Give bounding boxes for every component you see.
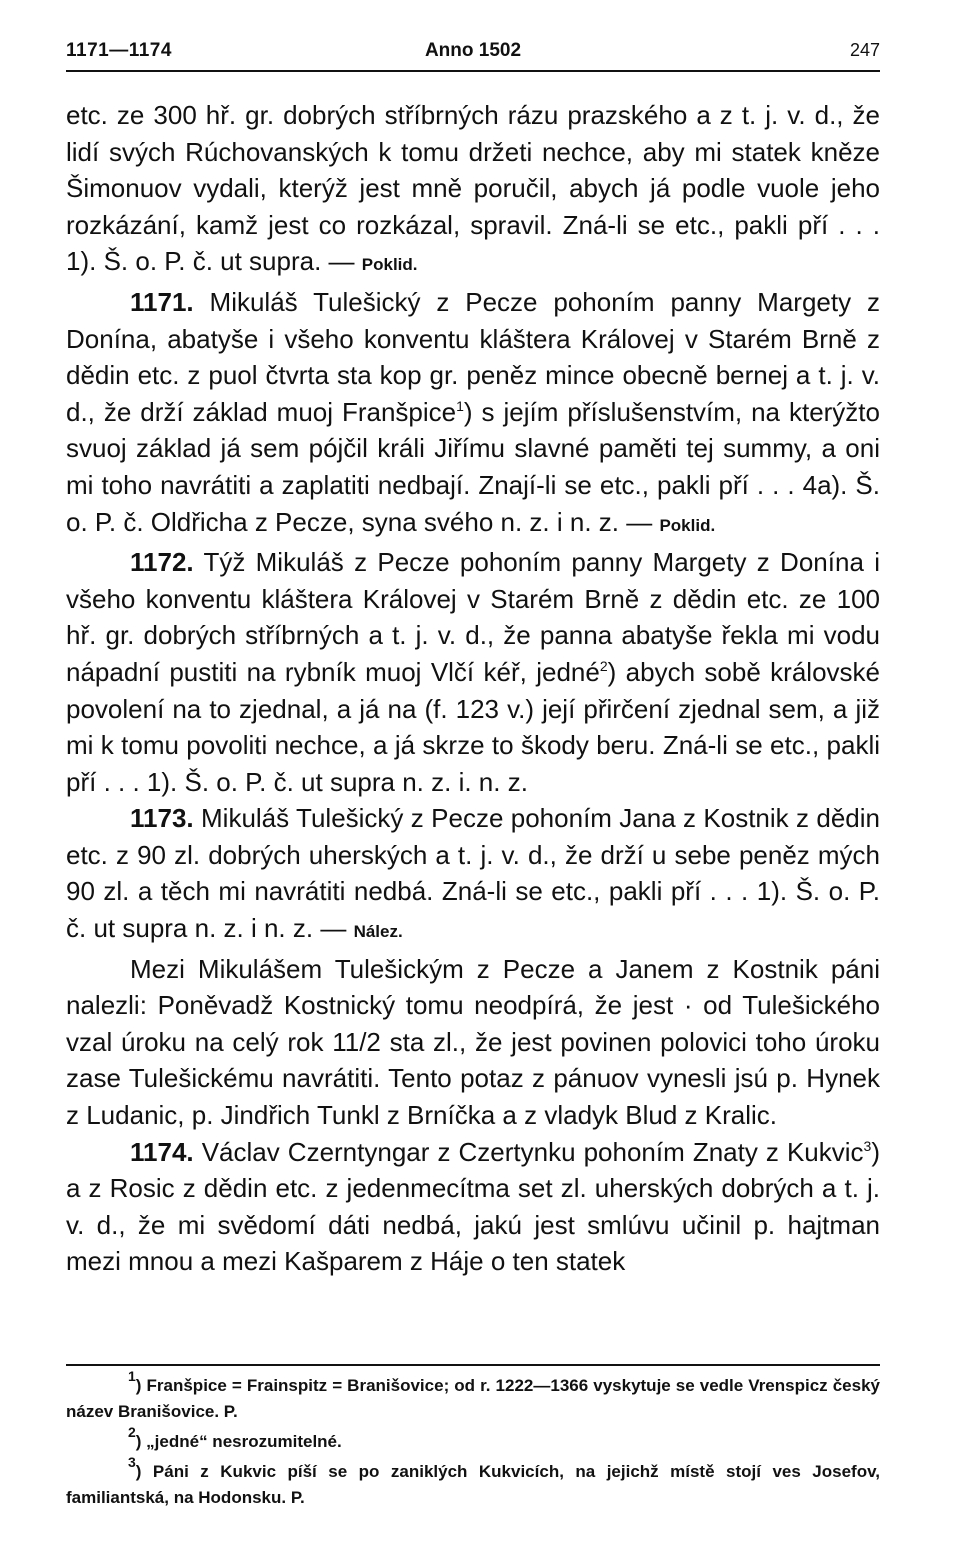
entry-1173: 1173. Mikuláš Tulešický z Pecze pohoním Jana z Kostnik z dědin etc. z 90 zl. dobrých uherských a t. j. v. d., že drží u sebe peněz mých 90 zl. a těch mi navrátiti nedbá. Zná-li se etc., pakli pří . . . 1). Š. o. P. č. ut supra n. z. i n. z. — Nález. (66, 803, 881, 944)
verdict-label: Nález. (353, 922, 403, 942)
entry-1171: 1171. Mikuláš Tulešický z Pecze pohoním panny Margety z Donína, abatyše i všeho konventu kláštera Královej v Starém Brně z dědin etc. z puol čtvrta sta kop gr. peněz mince obecně bernej a t. j. v. d., že drží základ muoj Franšpice$^1$) s jejím příslušenstvím, na kterýžto svuoj základ já sem pójčil králi Jiřímu slavné paměti tej summy, a oni mi toho navrátiti a zaplatiti nedbají. Znají-li se etc., pakli pří . . . 4a). Š. o. P. č. Oldřicha z Pecze, syna svého n. z. i n. z. — Poklid. (66, 286, 880, 537)
entry-1172: 1172. Týž Mikuláš z Pecze pohoním panny Margety z Donína i všeho konventu kláštera Královej v Starém Brně z dědin etc. ze 100 hř. gr. dobrých stříbrných a t. j. v. d., že panna abatyše řekla mi vodu nápadní pustiti na rybník muoj Vlčí kéř, jedné$^2$) abych sobě královské povolení na to zjednal, a já na (f. 123 v.) její přirčení zjednal sem, a již mi k tomu povoliti nechce, a já skrze to škody beru. Zná-li se etc., pakli pří . . . 1). Š. o. P. č. ut supra n. z. i. n. z. (66, 547, 880, 797)
entry-number: 1173. (130, 803, 194, 834)
footnote-rule (66, 1364, 880, 1366)
running-header (66, 40, 880, 64)
header-rule (66, 70, 880, 72)
entry-number: 1174. (130, 1136, 194, 1167)
footnotes (66, 1368, 880, 1515)
footnote-2: $^2$) „jedné“ nesrozumitelné. (128, 1424, 342, 1451)
verdict-label: Poklid. (659, 515, 716, 535)
footnote-ref: 2 (599, 657, 608, 674)
entry-number: 1171. (130, 286, 194, 317)
header-year: Anno 1502 (424, 40, 522, 61)
page-number: 247 (849, 40, 880, 60)
verdict-label: Poklid. (361, 255, 418, 275)
verdict-text: Mezi Mikulášem Tulešickým z Pecze a Janem z Kostnik páni nalezli: Poněvadž Kostnický tomu neodpírá, že jest · od Tulešického vzal úroku na celý rok 11/2 sta zl., že jest povinen polovici toho úroku zase Tulešickému navrátiti. Tento potaz z pánuov vynesli jsú p. Hynek z Ludanic, p. Jindřich Tunkl z Brníčka a z vladyk Blud z Kralic. (66, 953, 880, 1131)
fraction: 1/2 (344, 1026, 381, 1057)
main-text (66, 97, 880, 1280)
entry-number: 1172. (130, 547, 194, 578)
entry-1174: 1174. Václav Czerntyngar z Czertynku pohoním Znaty z Kukvic$^3$) a z Rosic z dědin etc. z jedenmecítma set zl. uherských dobrých a t. j. v. d., že mi svědomí dáti nedbá, jakú jest smlúvu učinil p. hajtman mezi mnou a mezi Kašparem z Háje o ten statek (66, 1136, 880, 1277)
footnote-3: $^3$) Páni z Kukvic píší se po zaniklých Kukvicích, na jejichž místě stojí ves Josefov, familiantská, na Hodonsku. P. (66, 1454, 880, 1507)
footnote-1: $^1$) Franšpice = Frainspitz = Branišovice; od r. 1222—1366 vyskytuje se vedle Vrenspicz český název Branišovice. P. (66, 1368, 880, 1421)
footnote-ref: 3 (863, 1137, 872, 1154)
header-entry-range: 1171—1174 (66, 40, 172, 61)
paragraph-continuation: etc. ze 300 hř. gr. dobrých stříbrných rázu prazského a z t. j. v. d., že lidí svých Rúchovanských k tomu držeti nechce, aby mi statek kněze Šimonuov vydali, kterýž jest mně poručil, abych já podle vuole jeho rozkázání, kamž jest co rozkázal, spravil. Zná-li se etc., pakli pří . . . 1). Š. o. P. č. ut supra. — Poklid. (66, 100, 880, 277)
footnote-ref: 1 (456, 397, 464, 414)
